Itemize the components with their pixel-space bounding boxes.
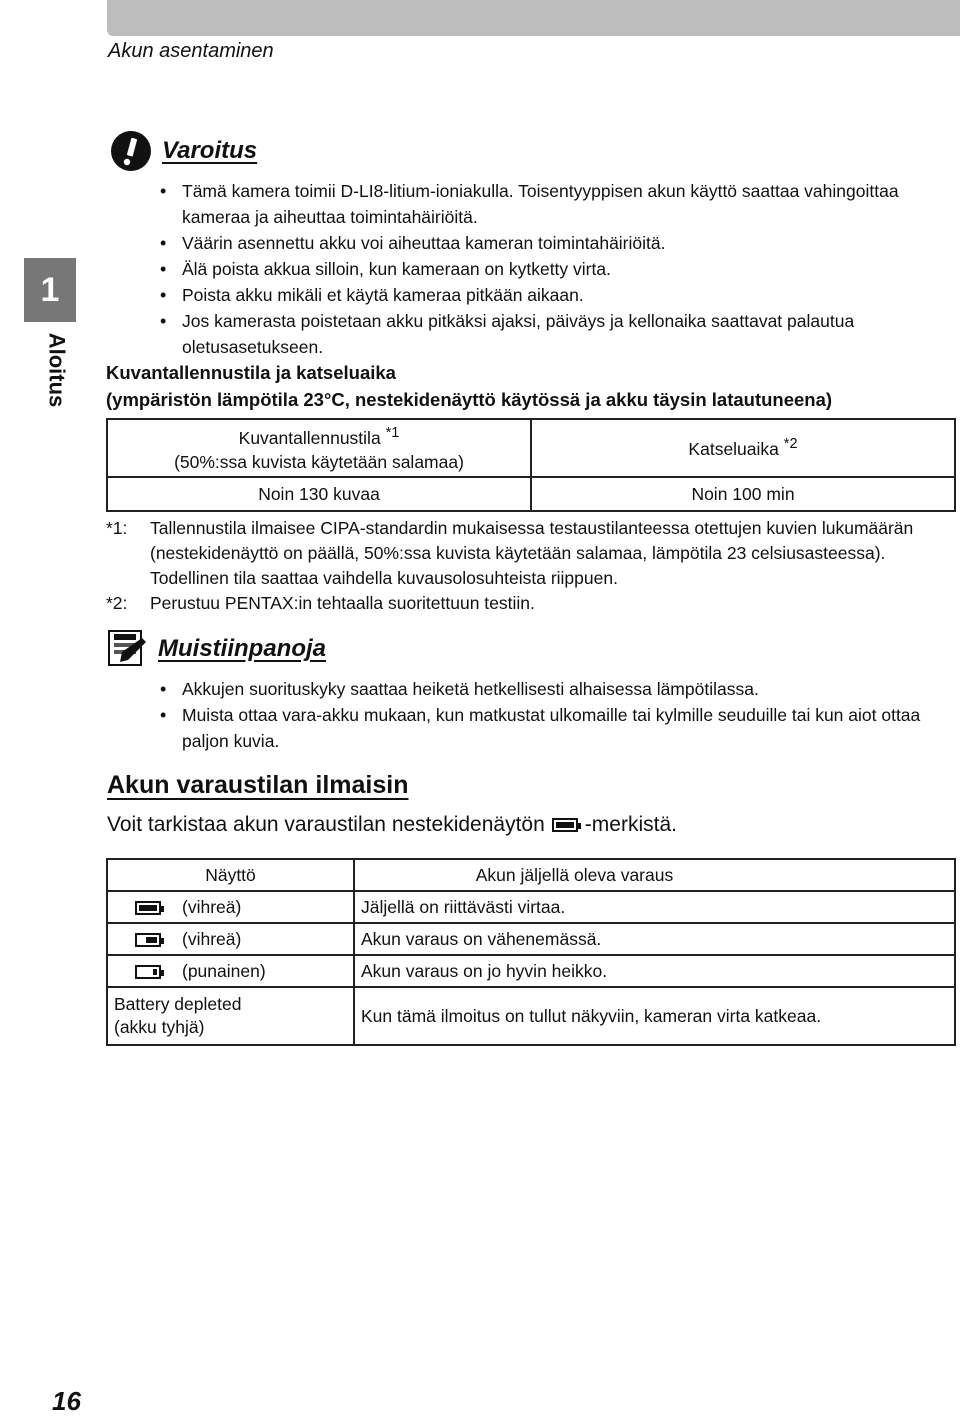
battery-depleted-text: Battery depleted <box>114 994 242 1014</box>
battery-half-icon <box>135 933 161 947</box>
memo-icon <box>108 630 148 668</box>
list-item: • Väärin asennettu akku voi aiheuttaa kameran toimintahäiriöitä. <box>160 230 950 256</box>
battery-color-label: (punainen) <box>182 960 266 981</box>
battery-status: Akun varaus on vähenemässä. <box>354 923 955 955</box>
list-item: • Muista ottaa vara-akku mukaan, kun matkustat ulkomaille tai kylmille seuduille tai kun aiot ottaa paljon kuvia. <box>160 702 960 754</box>
warning-list <box>160 178 950 360</box>
capacity-header-recording <box>107 419 531 477</box>
page-header: Akun asentaminen <box>108 40 274 62</box>
footnotes <box>106 516 946 616</box>
header-text: Katseluaika <box>688 438 779 459</box>
top-bar <box>107 0 960 36</box>
table-row <box>107 923 955 955</box>
battery-status: Kun tämä ilmoitus on tullut näkyviin, kameran virta katkeaa. <box>354 987 955 1045</box>
capacity-header-playback <box>531 419 955 477</box>
footnote-ref: *1 <box>385 424 400 441</box>
warning-heading <box>110 130 257 172</box>
footnote <box>106 591 946 616</box>
warning-title: Varoitus <box>162 137 258 164</box>
table-row <box>107 987 955 1045</box>
footnote-text: Perustuu PENTAX:in tehtaalla suoritettuun testiin. <box>150 593 535 613</box>
battery-low-icon <box>135 965 161 979</box>
caution-icon <box>110 130 152 172</box>
header-text: Kuvantallennustila <box>238 427 381 448</box>
list-item: • Jos kamerasta poistetaan akku pitkäksi ajaksi, päiväys ja kellonaika saattavat palautua oletusasetukseen. <box>160 308 950 360</box>
battery-depleted-cell <box>107 987 354 1045</box>
footnote-ref: *2 <box>783 436 798 453</box>
capacity-recording-value: Noin 130 kuvaa <box>107 477 531 511</box>
capacity-title-line2: (ympäristön lämpötila 23°C, nestekidenäyttö käytössä ja akku täysin latautuneena) <box>106 389 833 410</box>
battery-full-icon <box>545 813 585 837</box>
capacity-table <box>106 418 956 512</box>
table-row <box>107 891 955 923</box>
header-text: (50%:ssa kuvista käytetään salamaa) <box>174 452 464 473</box>
battery-full-icon <box>135 901 161 915</box>
list-item: • Älä poista akkua silloin, kun kameraan on kytketty virta. <box>160 256 950 282</box>
list-item: • Tämä kamera toimii D-LI8-litium-ioniakulla. Toisentyyppisen akun käyttö saattaa vahingoittaa kameraa ja aiheuttaa toimintahäiriöitä. <box>160 178 950 230</box>
chapter-name-tab <box>36 326 76 414</box>
list-item: • Poista akku mikäli et käytä kameraa pitkään aikaan. <box>160 282 950 308</box>
battery-status: Jäljellä on riittävästi virtaa. <box>354 891 955 923</box>
chapter-number: 1 <box>24 258 76 322</box>
battery-status: Akun varaus on jo hyvin heikko. <box>354 955 955 987</box>
table-row <box>107 955 955 987</box>
list-item: • Akkujen suorituskyky saattaa heiketä hetkellisesti alhaisessa lämpötilassa. <box>160 676 960 702</box>
memo-title: Muistiinpanoja <box>158 635 326 662</box>
capacity-playback-value: Noin 100 min <box>531 477 955 511</box>
battery-table <box>106 858 956 1046</box>
memo-list <box>160 676 960 754</box>
capacity-title <box>106 359 832 413</box>
battery-color-label: (vihreä) <box>182 896 242 917</box>
footnote-mark: *2: <box>106 593 128 613</box>
battery-color-label: (vihreä) <box>182 928 242 949</box>
footnote-text: Tallennustila ilmaisee CIPA-standardin mukaisessa testaustilanteessa otettujen kuvien lukumäärän (nestekidenäyttö on päällä, 50%:ssa kuvista käytetään salamaa, lämpötila 23 celsiusasteessa). Todellinen tila saattaa vaihdella kuvausolosuhteista riippuen. <box>150 518 914 588</box>
footnote-mark: *1: <box>106 518 128 538</box>
battery-indicator-intro <box>107 813 677 837</box>
battery-col-header-remaining: Akun jäljellä oleva varaus <box>354 859 955 891</box>
battery-display-cell <box>107 955 354 987</box>
battery-indicator-heading: Akun varaustilan ilmaisin <box>107 771 409 799</box>
table-row <box>107 477 955 511</box>
battery-col-header-display: Näyttö <box>107 859 354 891</box>
memo-heading <box>108 630 326 668</box>
capacity-title-line1: Kuvantallennustila ja katseluaika <box>106 362 396 383</box>
intro-text: Voit tarkistaa akun varaustilan nestekidenäytön <box>107 813 545 836</box>
battery-display-cell <box>107 923 354 955</box>
table-row <box>107 859 955 891</box>
chapter-name: Aloitus <box>44 332 69 408</box>
battery-display-cell <box>107 891 354 923</box>
battery-depleted-text: (akku tyhjä) <box>114 1017 205 1037</box>
table-row <box>107 419 955 477</box>
intro-text: -merkistä. <box>584 813 677 836</box>
footnote <box>106 516 946 591</box>
page-number: 16 <box>52 1386 81 1416</box>
